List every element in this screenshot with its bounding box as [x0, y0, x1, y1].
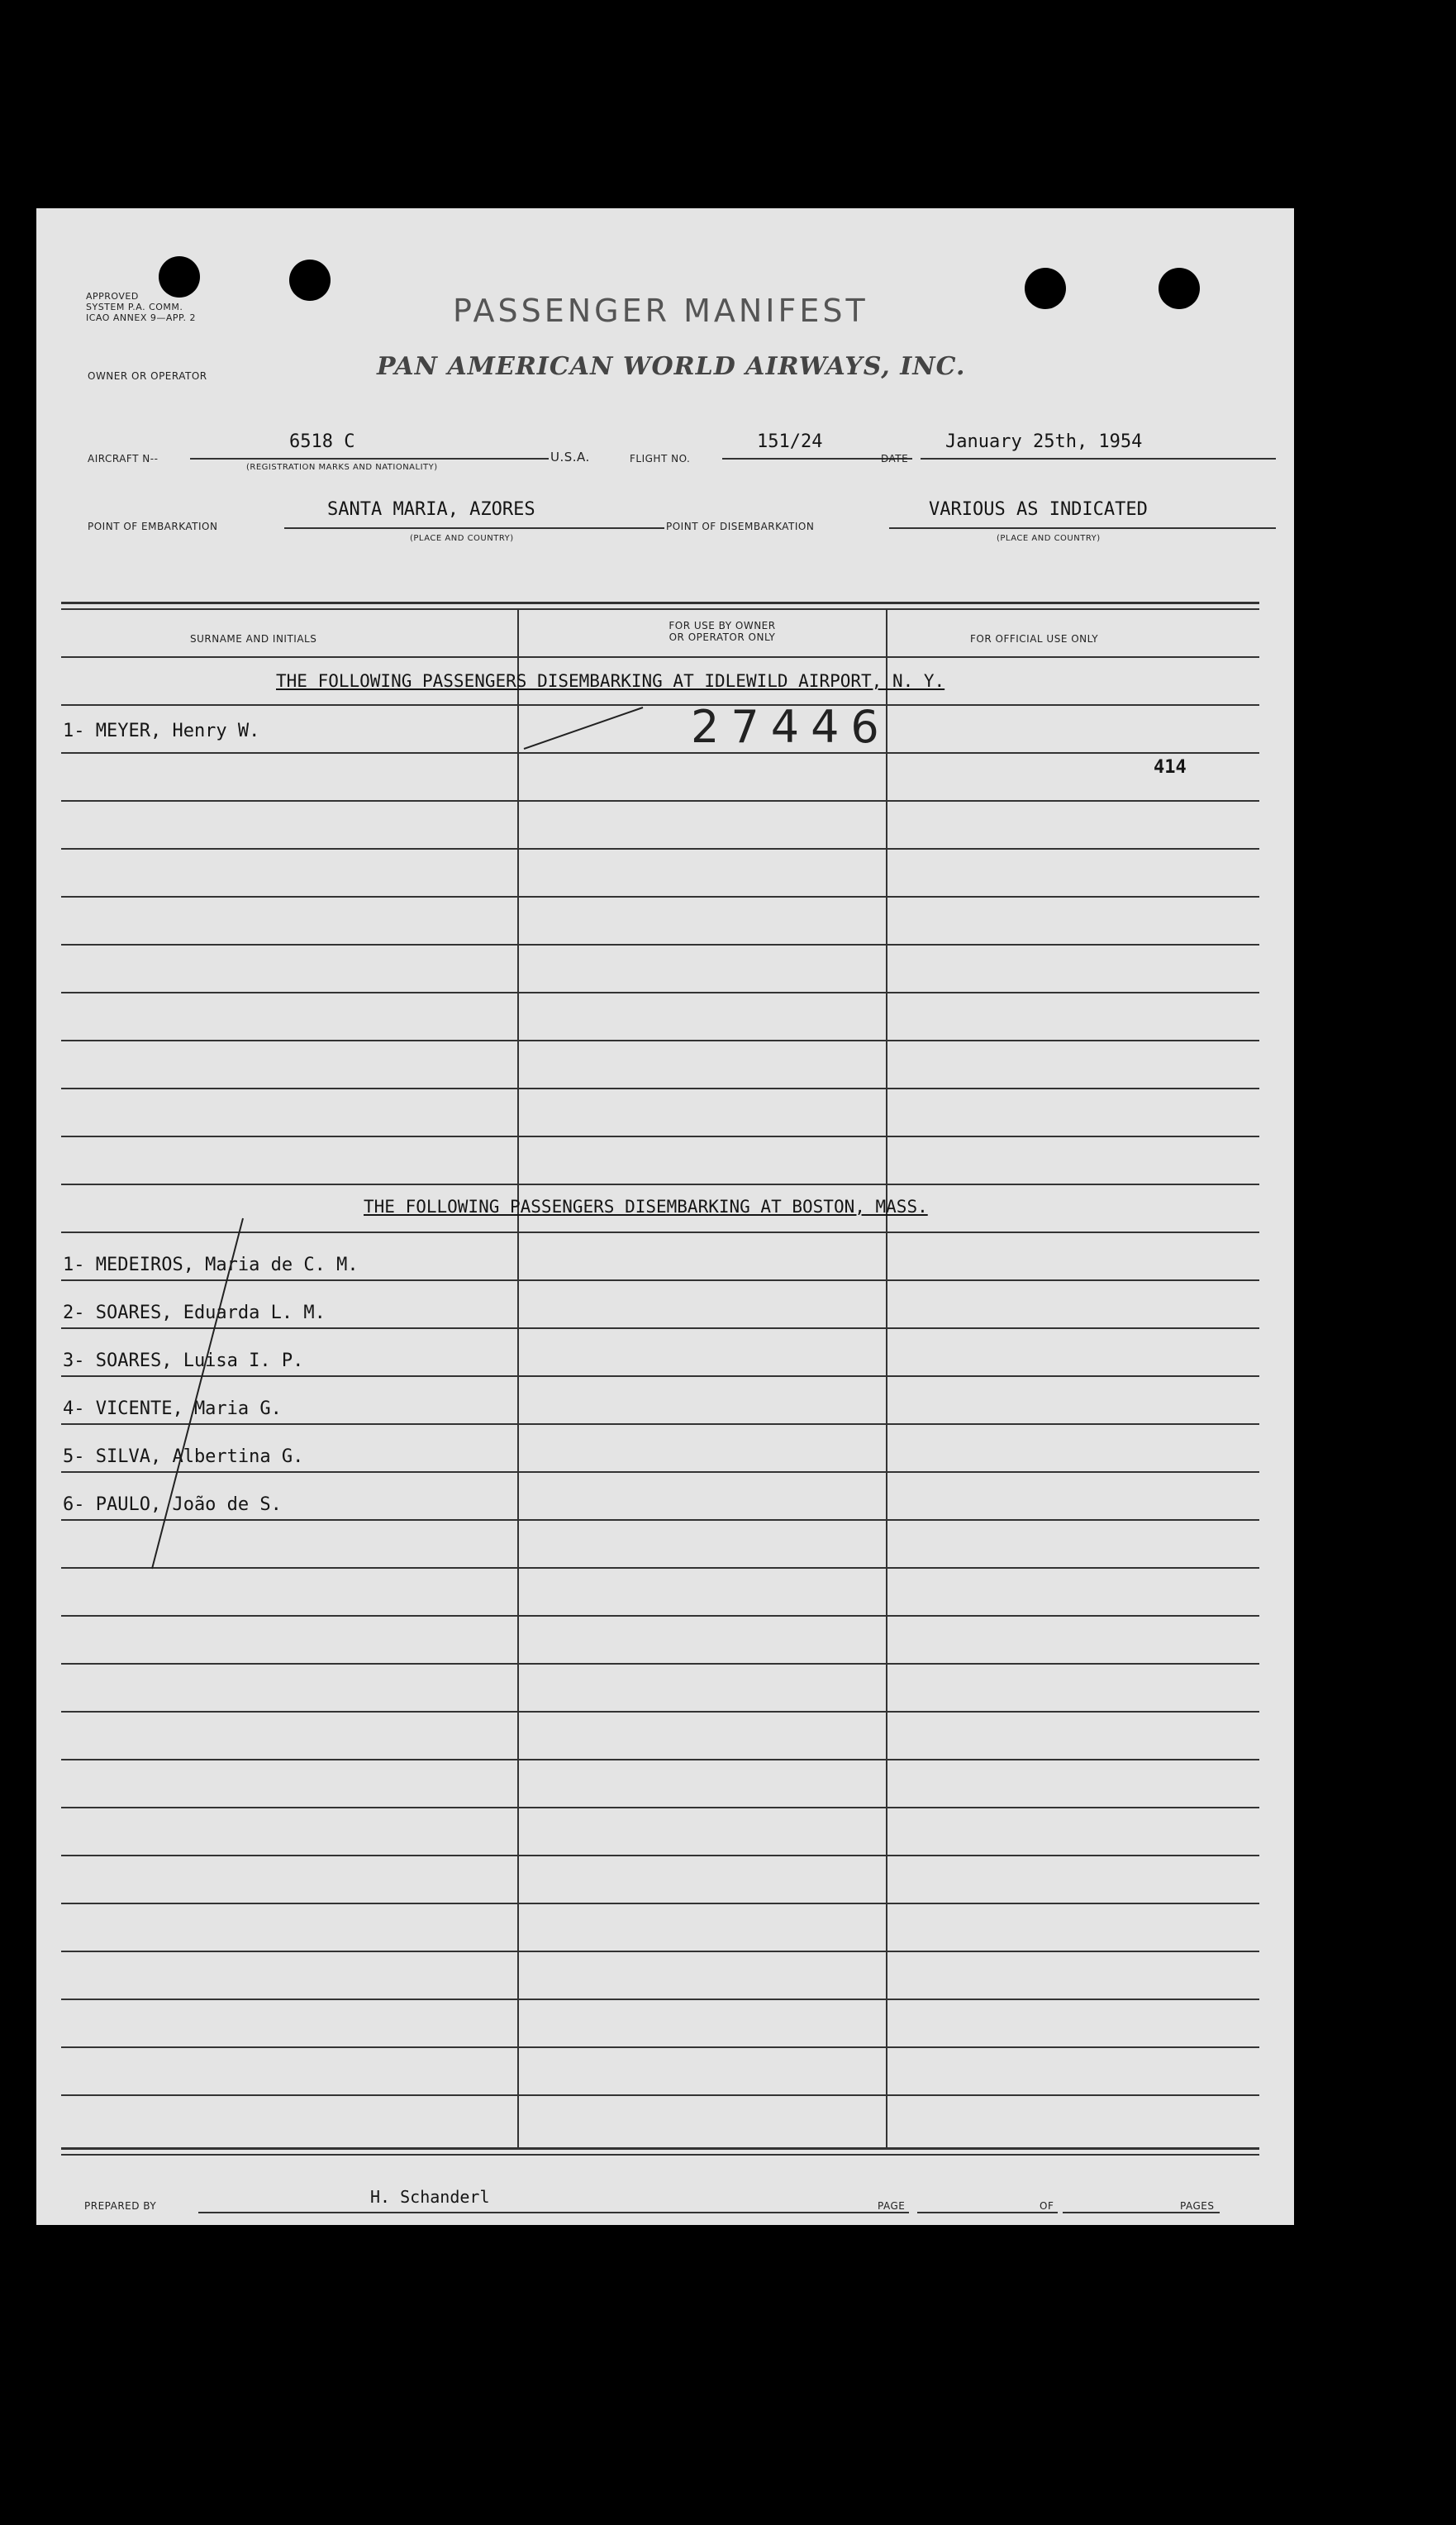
embarkation-value: SANTA MARIA, AZORES: [327, 499, 535, 520]
row-rule: [61, 656, 1259, 658]
passenger-entry: 4- VICENTE, Maria G.: [63, 1398, 282, 1419]
prepared-by-label: PREPARED BY: [84, 2200, 157, 2212]
date-label: DATE: [881, 453, 909, 465]
table-top-rule: [61, 602, 1259, 604]
passenger-entry: 1- MEYER, Henry W.: [63, 721, 260, 741]
row-rule: [61, 944, 1259, 946]
table-top-rule: [61, 608, 1259, 610]
aircraft-value: 6518 C: [289, 431, 355, 452]
pages-label: PAGES: [1180, 2200, 1215, 2212]
column-divider: [517, 610, 519, 2149]
approval-stamp: APPROVED SYSTEM P.A. COMM. ICAO ANNEX 9—APP. 2: [86, 291, 196, 323]
embarkation-label: POINT OF EMBARKATION: [88, 521, 218, 532]
check-stroke: [144, 1213, 259, 1792]
row-rule: [61, 1040, 1259, 1041]
row-rule: [61, 2094, 1259, 2096]
column-header-owner-use: FOR USE BY OWNER OR OPERATOR ONLY: [669, 620, 776, 643]
punch-hole: [1025, 268, 1066, 309]
flight-value: 151/24: [757, 431, 823, 452]
row-rule: [61, 1903, 1259, 1904]
punch-hole: [289, 260, 331, 301]
row-rule: [61, 800, 1259, 802]
page-label: PAGE: [878, 2200, 906, 2212]
row-rule: [61, 1807, 1259, 1808]
table-bottom-rule: [61, 2154, 1259, 2156]
manifest-sheet: [36, 208, 1294, 2225]
of-label: OF: [1040, 2200, 1054, 2212]
embarkation-sublabel: (PLACE AND COUNTRY): [410, 534, 514, 543]
row-rule: [61, 1136, 1259, 1137]
row-rule: [61, 1951, 1259, 1952]
row-rule: [61, 704, 1259, 706]
date-underline: [921, 458, 1276, 460]
column-header-surname: SURNAME AND INITIALS: [190, 633, 317, 645]
flight-label: FLIGHT NO.: [630, 453, 691, 465]
handwritten-code: 414: [1154, 757, 1187, 778]
company-name: PAN AMERICAN WORLD AIRWAYS, INC.: [377, 352, 966, 381]
column-divider: [886, 610, 887, 2149]
aircraft-country: U.S.A.: [550, 450, 590, 465]
passenger-entry: 3- SOARES, Luisa I. P.: [63, 1351, 304, 1371]
check-stroke: [519, 703, 651, 752]
of-underline: [1063, 2212, 1220, 2213]
passenger-entry: 2- SOARES, Eduarda L. M.: [63, 1303, 326, 1323]
disembarkation-underline: [889, 527, 1276, 529]
date-value: January 25th, 1954: [945, 431, 1143, 452]
row-rule: [61, 848, 1259, 850]
owner-label: OWNER OR OPERATOR: [88, 370, 207, 382]
row-rule: [61, 992, 1259, 993]
column-header-official-use: FOR OFFICIAL USE ONLY: [970, 633, 1099, 645]
row-rule: [61, 896, 1259, 898]
aircraft-underline: [190, 458, 549, 460]
row-rule: [61, 1855, 1259, 1856]
embarkation-underline: [284, 527, 664, 529]
section-heading-boston: THE FOLLOWING PASSENGERS DISEMBARKING AT BOSTON, MASS.: [364, 1197, 928, 1217]
punch-hole: [1159, 268, 1200, 309]
disembarkation-value: VARIOUS AS INDICATED: [929, 499, 1148, 520]
table-bottom-rule: [61, 2147, 1259, 2150]
prepared-by-underline: [198, 2212, 909, 2213]
aircraft-label: AIRCRAFT N--: [88, 453, 159, 465]
row-rule: [61, 2046, 1259, 2048]
row-rule: [61, 1184, 1259, 1185]
page-underline: [917, 2212, 1058, 2213]
passenger-entry: 5- SILVA, Albertina G.: [63, 1446, 304, 1467]
passenger-entry: 6- PAULO, João de S.: [63, 1494, 282, 1515]
section-heading-idlewild: THE FOLLOWING PASSENGERS DISEMBARKING AT IDLEWILD AIRPORT, N. Y.: [276, 671, 945, 691]
handwritten-file-number: 27446: [691, 701, 891, 753]
row-rule: [61, 1999, 1259, 2000]
passenger-entry: 1- MEDEIROS, Maria de C. M.: [63, 1255, 359, 1275]
disembarkation-sublabel: (PLACE AND COUNTRY): [997, 534, 1101, 543]
row-rule: [61, 1088, 1259, 1089]
aircraft-sublabel: (REGISTRATION MARKS AND NATIONALITY): [246, 463, 438, 472]
row-rule: [61, 752, 1259, 754]
page-title: PASSENGER MANIFEST: [453, 293, 868, 329]
prepared-by-value: H. Schanderl: [370, 2187, 490, 2207]
disembarkation-label: POINT OF DISEMBARKATION: [666, 521, 815, 532]
